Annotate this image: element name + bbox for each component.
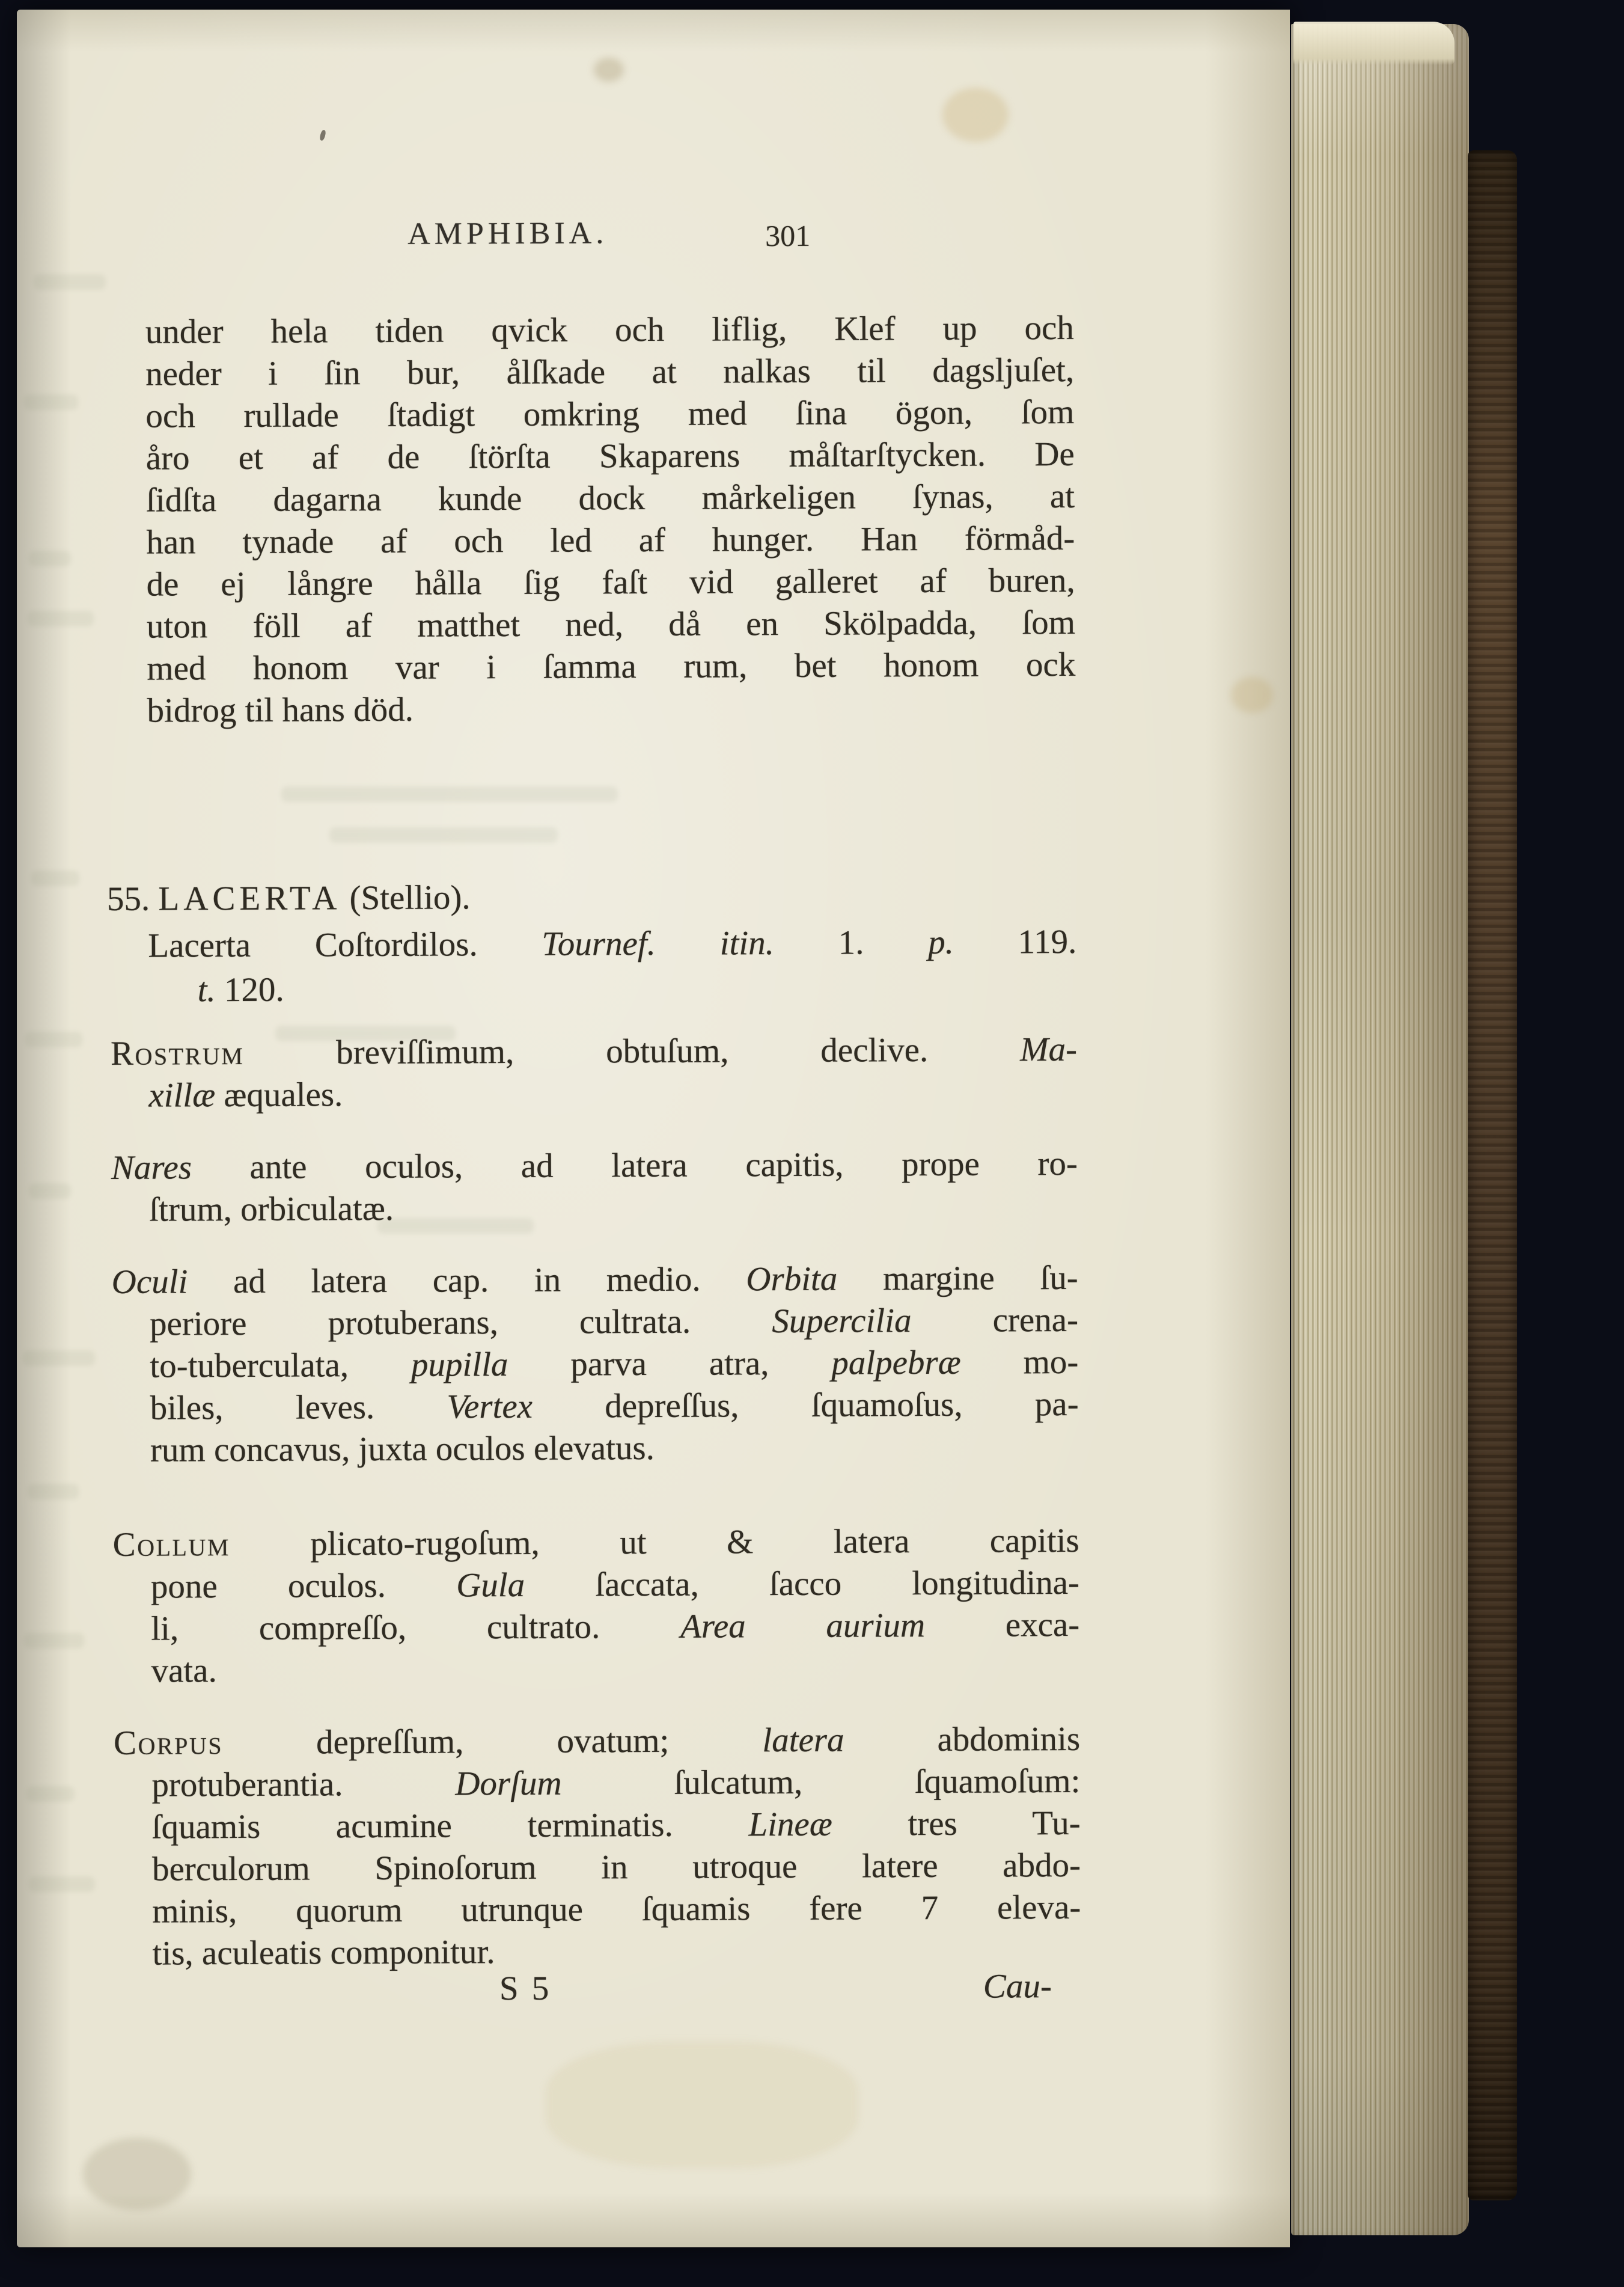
signature-mark: S 5 bbox=[499, 1969, 552, 2008]
book-page bbox=[17, 10, 1290, 2247]
catchword: Cau- bbox=[983, 1967, 1052, 2006]
description-collum: Collum plicato-rugoſum, ut & latera capitis pone oculos. Gula ſaccata, ſacco longitudina- li, compreſſo, cultrato. Area aurium exca- vata. bbox=[112, 1521, 1080, 1690]
entry-reference-continued: t. 120. bbox=[197, 970, 284, 1009]
description-corpus: Corpus depreſſum, ovatum; latera abdominis protuberantia. Dorſum ſulcatum, ſquamoſum: ſquamis acumine terminatis. Lineæ tres Tu- berculorum Spinoſorum in utroque latere abdo- minis, quorum utrunque ſquamis fere 7 eleva- tis, aculeatis componitur. bbox=[113, 1719, 1081, 1973]
description-rostrum: Rostrum breviſſimum, obtuſum, declive. Ma- xillæ æquales. bbox=[110, 1030, 1078, 1115]
swedish-paragraph: under hela tiden qvick och liflig, Klef up och neder i ſin bur, ålſkade at nalkas til dagsljuſet, och rullade ſtadigt omkring med ſina ögon, ſom åro et af de ſtörſta Skaparens måſtarſtycken. De ſidſta dagarna kunde dock mårkeligen ſynas, at han tynade af och led af hunger. Han förmåd- de ej långre hålla ſig faſt vid galleret af buren, uton föll af matthet ned, då en Skölpadda, ſom med honom var i ſamma rum, bet honom ock bidrog til hans död. bbox=[145, 308, 1076, 730]
page-number: 301 bbox=[765, 218, 811, 253]
running-head-title: AMPHIBIA. bbox=[408, 216, 608, 251]
leather-cover-edge bbox=[1468, 150, 1517, 2200]
entry-reference: Lacerta Coſtordilos. Tournef. itin. 1. p. 119. bbox=[148, 922, 1077, 965]
entry-heading: 55. LACERTA (Stellio). bbox=[106, 878, 471, 918]
printed-text-layer bbox=[13, 7, 1296, 2250]
page-corner-curl bbox=[1293, 22, 1455, 65]
book-fore-edge-pages bbox=[1291, 24, 1469, 2235]
description-oculi: Oculi ad latera cap. in medio. Orbita margine ſu- periore protuberans, cultrata. Supercilia crena- to-tuberculata, pupilla parva atra, palpebræ mo- biles, leves. Vertex depreſſus, ſquamoſus, pa- rum concavus, juxta oculos elevatus. bbox=[111, 1258, 1079, 1469]
description-nares: Nares ante oculos, ad latera capitis, prope ro- ſtrum, orbiculatæ. bbox=[111, 1144, 1078, 1229]
